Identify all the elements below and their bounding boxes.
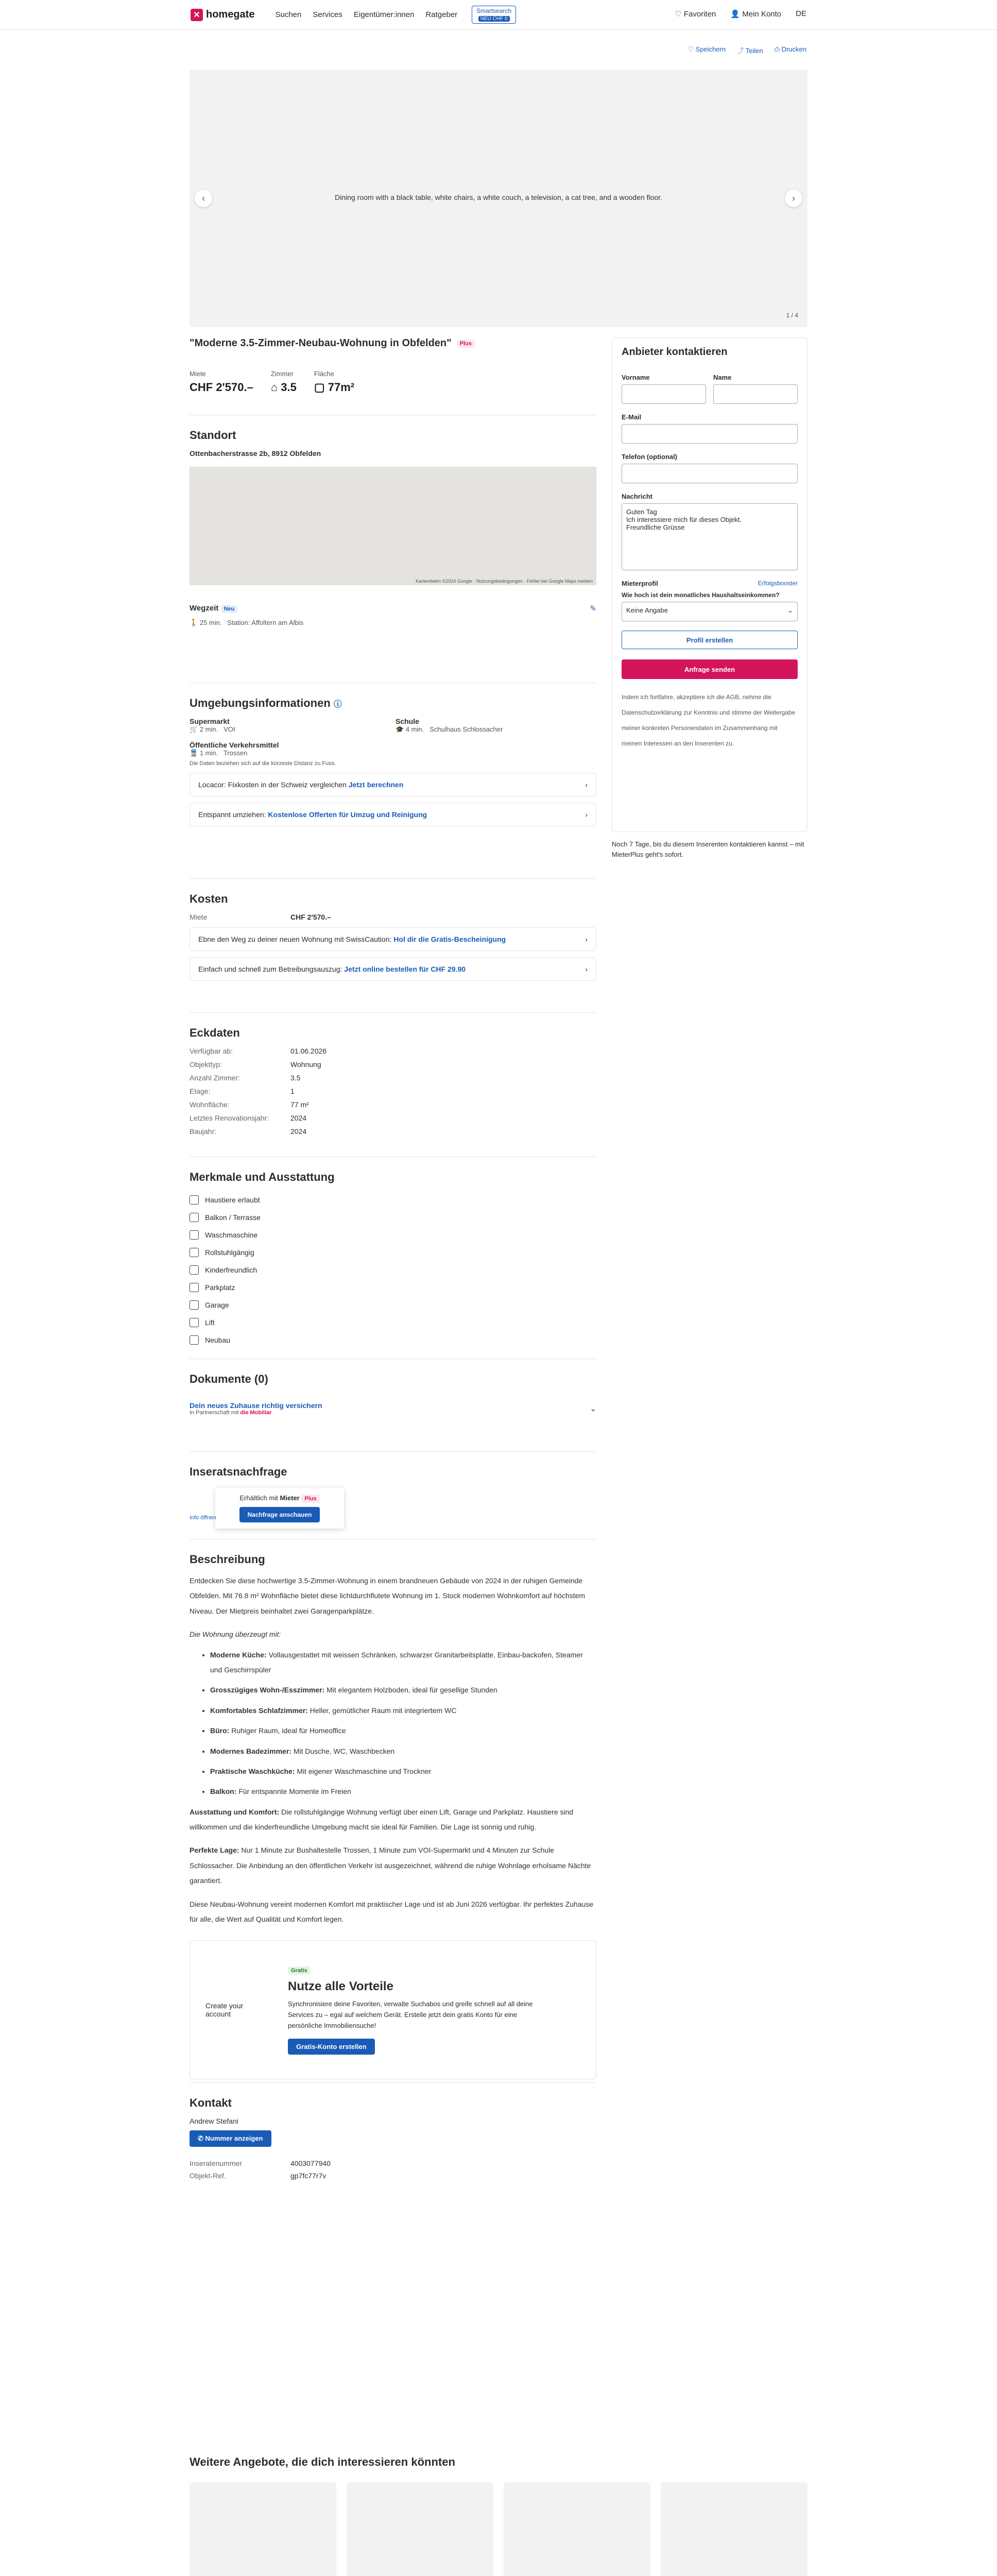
- heart-icon: ♡: [675, 10, 684, 19]
- fact-row: [190, 1114, 596, 1122]
- feature-label: Lift: [205, 1318, 215, 1327]
- location-heading: Standort: [190, 429, 236, 442]
- feature-icon: [190, 1300, 199, 1310]
- chevron-right-icon: ›: [585, 781, 588, 789]
- others-heading: Weitere Angebote, die dich interessieren könnten: [190, 2455, 455, 2468]
- waiting-tip: Noch 7 Tage, bis du diesem Inserenten kontaktieren kannst – mit MieterPlus geht's sofort.: [612, 840, 804, 858]
- item-text: Vollausgestattet mit weissen Schränken, schwarzer Granitarbeitsplatte, Einbau-backofen, Steamer und Geschirrspüler: [210, 1650, 583, 1674]
- chevron-right-icon: ›: [585, 810, 588, 819]
- image-counter: 1 / 4: [786, 312, 798, 319]
- chevron-down-icon: ⌄: [787, 606, 793, 614]
- address: Ottenbacherstrasse 2b, 8912 Obfelden: [190, 449, 321, 457]
- gallery-next-button[interactable]: [785, 190, 802, 207]
- item-title: Büro:: [210, 1726, 230, 1735]
- fact-row: [190, 1047, 596, 1055]
- item-text: Für entspannte Momente im Freien: [238, 1787, 351, 1796]
- other-offers: [190, 2455, 807, 2576]
- fact-label: Wohnfläche:: [190, 1100, 230, 1109]
- offer-card-placeholder[interactable]: [190, 2482, 336, 2576]
- description-list-item: [210, 1744, 596, 1759]
- main-content: "Moderne 3.5-Zimmer-Neubau-Wohnung in Obfelden" Plus Miete CHF 2'570.– Zimmer ⌂ 3.5 Fläche ▢ 77m² Standort Ottenbacherstrasse 2b, 8912 Obfelden Kartendaten ©2024 Google · Nutzungsbedingungen · Fehler bei Google Maps melden Wegzeit Neu 🚶 25 min. Station: Affoltern am Albis ✎ Umgebungsinformationen ⓘ Supermarkt 🛒 2 min. VOI Schule 🎓 4 min. Schulhaus Schlossacher Öffentliche Verkehrsmittel 🚆 1 min. Trossen Die Daten beziehen sich auf die kürzeste Distanz zu Fuss. Locacor: Fixkosten in der Schweiz vergleichen Jetzt berechnen › Entspannt umziehen: Kostenlose Offerten für Umzug und Reinigung › Kosten Miete CHF 2'570.– Ebne den Weg zu deiner neuen Wohnung mit SwissCaution: Hol dir die Gratis-Bescheinigung › Einfach und schnell zum Betreibungsauszug: Jetzt online bestellen für CHF 29.90 › Eckdaten Verfügbar ab: 01.06.2026 Objekttyp: Wohnung Anzahl Zimmer: 3.5 Etage: 1 Wohnfläche: 77 m² Letztes Renovationsjahr: 2024 Baujahr: 2024 Merkmale und Ausstattung Haustiere erlaubt Balkon / Terrasse Waschmaschine Rollstuhlgängig Kinderfreundlich Parkplatz Garage Lift Neubau Dokumente (0) Dein neues Zuhause richtig versichern In Partnerschaft mit die Mobiliar ⌄ Inseratsnachfrage Erhältlich mit Mieter Plus Nachfrage anschauen Info öffnen Beschreibung Entdecken Sie diese hochwertige 3.5-Zimmer-Wohnung in einem brandneuen Gebäude von 2024 in der ruhigen Gemeinde Obfelden. Mit 76.8 m² Wohnfläche bietet diese lichtdurchflutete Wohnung im 1. Stock modernen Wohnkomfort auf höchstem Niveau. Der Mietpreis beinhaltet zwei Garagenparkplätze. Die Wohnung überzeugt mit: • Moderne Küche: Vollausgestattet mit weissen Schränken, schwarzer Granitarbeitsplatte, Einbau-backofen, Steamer und Geschirrspüler • Grosszügiges Wohn-/Esszimmer: Mit elegantem Holzboden, ideal für gesellige Stunden • Komfortables Schlafzimmer: Heller, gemütlicher Raum mit integriertem WC • Büro: Ruhiger Raum, ideal für Homeoffice • Modernes Badezimmer: Mit Dusche, WC, Waschbecken • Praktische Waschküche: Mit eigener Waschmaschine und Trockner • Balkon: Für entspannte Momente im Freien Ausstattung und Komfort: Die rollstuhlgängige Wohnung verfügt über einen Lift, Garage und Parkplatz. Haustiere sind willkommen und die kinderfreundliche Umgebung macht sie ideal für Familien. Die Lage ist sonnig und ruhig. Perfekte Lage: Nur 1 Minute zur Bushaltestelle Trossen, 1 Minute zum VOI-Supermarkt und 4 Minuten zur Schule Schlossacher. Die Anbindung an den öffentlichen Verkehr ist ausgezeichnet, während die ruhige Wohnlage erholsame Nächte garantiert. Diese Neubau-Wohnung vereint modernen Komfort mit praktischer Lage und ist ab Juni 2026 verfügbar. Ihr perfektes Zuhause für alle, die Wert auf Qualität und Komfort legen. Create your account Gratis Nutze alle Vorteile Synchronisiere deine Favoriten, verwalte Suchabos und greife schnell auf all deine Services zu – egal auf welchem Gerät. Erstelle jetzt dein gratis Konto für eine persönliche Immobiliensuche! Gratis-Konto erstellen Kontakt Andrew Stefani ✆ Nummer anzeigen Inseratenummer 4003077940 Objekt-Ref. gp7fc77r7v: [190, 337, 596, 2227]
- school-icon: 🎓: [396, 725, 406, 733]
- locator-card[interactable]: Locacor: Fixkosten in der Schweiz vergleichen Jetzt berechnen ›: [190, 773, 596, 796]
- send-request-button[interactable]: Anfrage senden: [622, 659, 798, 679]
- description-list-item: [210, 1723, 596, 1738]
- fact-value: Wohnung: [290, 1060, 321, 1069]
- homegate-logo[interactable]: ✕ homegate: [191, 9, 254, 21]
- view-inquiry-button[interactable]: Nachfrage anschauen: [239, 1507, 320, 1522]
- fact-value: 3.5: [290, 1074, 301, 1082]
- fact-value: 01.06.2026: [290, 1047, 327, 1055]
- listing-title: "Moderne 3.5-Zimmer-Neubau-Wohnung in Obfelden" Plus: [190, 337, 596, 349]
- chevron-down-icon: ⌄: [590, 1404, 596, 1413]
- account-promo: Create your account Gratis Nutze alle Vorteile Synchronisiere deine Favoriten, verwalte Suchabos und greife schnell auf all deine Services zu – egal auf welchem Gerät. Erstelle jetzt dein gratis Konto für eine persönliche Immobiliensuche! Gratis-Konto erstellen: [190, 1940, 596, 2079]
- smartsearch-button[interactable]: Smartsearch NEU CHF 0: [472, 6, 516, 24]
- feature-label: Waschmaschine: [205, 1231, 258, 1239]
- costs-heading: Kosten: [190, 892, 228, 905]
- documents-heading: Dokumente (0): [190, 1372, 268, 1385]
- first-name-input[interactable]: [622, 384, 706, 404]
- map-attribution: Kartendaten ©2024 Google · Nutzungsbedingungen · Fehler bei Google Maps melden: [416, 579, 593, 584]
- user-icon: 👤: [730, 10, 743, 19]
- location-map[interactable]: [190, 467, 596, 585]
- form-heading: Anbieter kontaktieren: [622, 346, 728, 358]
- item-text: Ruhiger Raum, ideal für Homeoffice: [231, 1726, 346, 1735]
- fact-row: [190, 1060, 596, 1069]
- site-header: [0, 0, 997, 30]
- fact-label: Verfügbar ab:: [190, 1047, 233, 1055]
- fact-label: Etage:: [190, 1087, 211, 1095]
- description-list-item: [210, 1764, 596, 1779]
- description-list-item: [210, 1784, 596, 1799]
- item-text: Mit Dusche, WC, Waschbecken: [293, 1747, 395, 1755]
- chevron-right-icon: ›: [585, 935, 588, 943]
- fact-row: [190, 1087, 596, 1095]
- rooms-key: Zimmer ⌂ 3.5: [270, 370, 297, 394]
- feature-label: Kinderfreundlich: [205, 1266, 257, 1274]
- environment-heading: Umgebungsinformationen ⓘ: [190, 697, 342, 709]
- income-select[interactable]: Keine Angabe ⌄: [622, 602, 798, 621]
- feature-item: [190, 1244, 596, 1261]
- item-title: Grosszügiges Wohn-/Esszimmer:: [210, 1686, 325, 1694]
- item-text: Mit eigener Waschmaschine und Trockner: [297, 1767, 432, 1775]
- info-link[interactable]: Info öffnen: [190, 1515, 216, 1521]
- edit-route-icon[interactable]: ✎: [590, 604, 596, 613]
- feature-label: Garage: [205, 1301, 229, 1309]
- item-text: Heller, gemütlicher Raum mit integriertem WC: [310, 1706, 457, 1715]
- description-list-item: [210, 1648, 596, 1678]
- item-title: Modernes Badezimmer:: [210, 1747, 291, 1755]
- image-caption: Dining room with a black table, white chairs, a white couch, a television, a cat tree, and a wooden floor.: [335, 193, 662, 201]
- item-title: Balkon:: [210, 1787, 237, 1796]
- main-nav: [275, 10, 457, 19]
- train-icon: 🚆: [190, 749, 200, 757]
- offer-card-placeholder[interactable]: [661, 2482, 807, 2576]
- feature-item: [190, 1261, 596, 1279]
- contact-heading: Kontakt: [190, 2096, 232, 2109]
- feature-label: Neubau: [205, 1336, 231, 1344]
- gallery-prev-button[interactable]: [195, 190, 212, 207]
- contact-form: Anbieter kontaktieren Vorname Name E-Mail Telefon (optional) Nachricht Guten Tag Ich interessiere mich für dieses Objekt. Freundliche Grüsse Mieterprofil Erfolgsbooster Wie hoch ist dein monatliches Haushaltseinkommen? Keine Angabe ⌄ Profil erstellen Anfrage senden Indem ich fortfahre, akzeptiere ich die AGB, nehme die Datenschutzerklärung zur Kenntnis und stimme der Weitergabe meiner konkreten Personendaten im Zusammenhang mit meinen Interessen an den Inserenten zu.: [612, 337, 807, 832]
- feature-icon: [190, 1248, 199, 1257]
- new-badge: Neu: [221, 605, 238, 613]
- feature-label: Haustiere erlaubt: [205, 1196, 260, 1204]
- fact-label: Letztes Renovationsjahr:: [190, 1114, 269, 1122]
- legal-text: Indem ich fortfahre, akzeptiere ich die AGB, nehme die Datenschutzerklärung zur Kenntnis und stimme der Weitergabe meiner konkreten Personendaten im Zusammenhang mit meinen Interessen an den Inserenten zu.: [622, 693, 796, 747]
- fact-value: 2024: [290, 1127, 307, 1136]
- nav-services[interactable]: Services: [313, 10, 342, 19]
- language-select[interactable]: DE: [796, 9, 806, 18]
- features-heading: Merkmale und Ausstattung: [190, 1171, 335, 1183]
- rent-key: Miete CHF 2'570.–: [190, 370, 253, 394]
- chevron-right-icon: ›: [585, 965, 588, 973]
- fact-row: [190, 1127, 596, 1136]
- item-title: Moderne Küche:: [210, 1650, 267, 1659]
- plus-badge: Plus: [457, 340, 475, 348]
- create-account-button[interactable]: Gratis-Konto erstellen: [288, 2039, 375, 2055]
- fact-row: [190, 1074, 596, 1082]
- facts-heading: Eckdaten: [190, 1026, 240, 1039]
- nav-ratgeber[interactable]: Ratgeber: [425, 10, 458, 19]
- fact-row: [190, 1100, 596, 1109]
- print-icon: ⎙: [774, 45, 782, 53]
- share-icon: ⤴: [737, 47, 746, 55]
- insurance-accordion[interactable]: Dein neues Zuhause richtig versichern In Partnerschaft mit die Mobiliar ⌄: [190, 1401, 596, 1416]
- feature-label: Balkon / Terrasse: [205, 1213, 261, 1222]
- item-title: Praktische Waschküche:: [210, 1767, 295, 1775]
- moving-card[interactable]: Entspannt umziehen: Kostenlose Offerten für Umzug und Reinigung ›: [190, 803, 596, 826]
- fact-label: Objekttyp:: [190, 1060, 222, 1069]
- last-name-input[interactable]: [713, 384, 798, 404]
- fact-value: 77 m²: [290, 1100, 309, 1109]
- create-profile-button[interactable]: Profil erstellen: [622, 631, 798, 649]
- inquiry-heading: Inseratsnachfrage: [190, 1465, 287, 1478]
- feature-icon: [190, 1283, 199, 1292]
- contact-sidebar: [612, 337, 807, 859]
- logo-icon: ✕: [191, 9, 203, 21]
- image-gallery[interactable]: [190, 70, 807, 327]
- area-icon: ▢: [314, 381, 328, 394]
- swisscaution-card[interactable]: Ebne den Weg zu deiner neuen Wohnung mit SwissCaution: Hol dir die Gratis-Bescheinigung ›: [190, 927, 596, 951]
- favorites-link[interactable]: ♡ Favoriten: [675, 10, 716, 19]
- walk-icon: 🚶: [190, 619, 200, 626]
- feature-icon: [190, 1318, 199, 1327]
- fact-label: Baujahr:: [190, 1127, 217, 1136]
- fact-value: 1: [290, 1087, 295, 1095]
- email-input[interactable]: [622, 424, 798, 444]
- feature-icon: [190, 1230, 199, 1240]
- item-text: Mit elegantem Holzboden, ideal für gesellige Stunden: [326, 1686, 497, 1694]
- feature-icon: [190, 1213, 199, 1222]
- cart-icon: 🛒: [190, 725, 200, 733]
- area-key: Fläche ▢ 77m²: [314, 370, 355, 394]
- item-title: Komfortables Schlafzimmer:: [210, 1706, 308, 1715]
- print-button[interactable]: ⎙ Drucken: [774, 45, 806, 53]
- save-button[interactable]: ♡ Speichern: [687, 45, 726, 53]
- chevron-right-icon: ›: [792, 193, 795, 204]
- phone-input[interactable]: [622, 464, 798, 483]
- account-link[interactable]: 👤 Mein Konto: [730, 10, 782, 19]
- feature-icon: [190, 1335, 199, 1345]
- chevron-left-icon: ‹: [202, 193, 205, 204]
- feature-item: [190, 1226, 596, 1244]
- feature-label: Parkplatz: [205, 1283, 235, 1292]
- fact-value: 2024: [290, 1114, 307, 1122]
- facts-table: [190, 1047, 596, 1136]
- feature-item: [190, 1314, 596, 1331]
- contact-name: Andrew Stefani: [190, 2117, 238, 2125]
- description-list-item: [210, 1683, 596, 1698]
- info-icon[interactable]: ⓘ: [333, 700, 342, 709]
- feature-icon: [190, 1195, 199, 1205]
- description-text: Entdecken Sie diese hochwertige 3.5-Zimmer-Wohnung in einem brandneuen Gebäude von 2024 in der ruhigen Gemeinde Obfelden. Mit 76.8 m² Wohnfläche bietet diese lichtdurchflutete Wohnung im 1. Stock modernen Wohnkomfort auf höchstem Niveau. Der Mietpreis beinhaltet zwei Garagenparkplätze. Die Wohnung überzeugt mit: • Moderne Küche: Vollausgestattet mit weissen Schränken, schwarzer Granitarbeitsplatte, Einbau-backofen, Steamer und Geschirrspüler • Grosszügiges Wohn-/Esszimmer: Mit elegantem Holzboden, ideal für gesellige Stunden • Komfortables Schlafzimmer: Heller, gemütlicher Raum mit integriertem WC • Büro: Ruhiger Raum, ideal für Homeoffice • Modernes Badezimmer: Mit Dusche, WC, Waschbecken • Praktische Waschküche: Mit eigener Waschmaschine und Trockner • Balkon: Für entspannte Momente im Freien Ausstattung und Komfort: Die rollstuhlgängige Wohnung verfügt über einen Lift, Garage und Parkplatz. Haustiere sind willkommen und die kinderfreundliche Umgebung macht sie ideal für Familien. Die Lage ist sonnig und ruhig. Perfekte Lage: Nur 1 Minute zur Bushaltestelle Trossen, 1 Minute zum VOI-Supermarkt und 4 Minuten zur Schule Schlossacher. Die Anbindung an den öffentlichen Verkehr ist ausgezeichnet, während die ruhige Wohnlage erholsame Nächte garantiert. Diese Neubau-Wohnung vereint modernen Komfort mit praktischer Lage und ist ab Juni 2026 verfügbar. Ihr perfektes Zuhause für alle, die Wert auf Qualität und Komfort legen.: [190, 1573, 596, 1927]
- fact-label: Anzahl Zimmer:: [190, 1074, 240, 1082]
- rooms-icon: ⌂: [270, 381, 281, 394]
- feature-item: [190, 1296, 596, 1314]
- share-button[interactable]: ⤴ Teilen: [737, 47, 763, 55]
- feature-item: [190, 1209, 596, 1226]
- offer-card-placeholder[interactable]: [347, 2482, 493, 2576]
- feature-icon: [190, 1265, 199, 1275]
- nav-suchen[interactable]: Suchen: [275, 10, 302, 19]
- features-list: [190, 1191, 596, 1349]
- feature-item: [190, 1279, 596, 1296]
- description-heading: Beschreibung: [190, 1553, 265, 1566]
- route-heading: Wegzeit: [190, 604, 219, 613]
- phone-icon: ✆: [198, 2134, 205, 2142]
- description-list-item: [210, 1703, 596, 1718]
- inquiry-popup: Erhältlich mit Mieter Plus Nachfrage anschauen: [215, 1488, 344, 1529]
- feature-label: Rollstuhlgängig: [205, 1248, 254, 1257]
- feature-item: [190, 1331, 596, 1349]
- betreibung-card[interactable]: Einfach und schnell zum Betreibungsauszug: Jetzt online bestellen für CHF 29.90 ›: [190, 957, 596, 981]
- message-textarea[interactable]: Guten Tag Ich interessiere mich für dieses Objekt. Freundliche Grüsse: [622, 503, 798, 570]
- nav-eigentuemer[interactable]: Eigentümer:innen: [353, 10, 415, 19]
- show-number-button[interactable]: ✆ Nummer anzeigen: [190, 2130, 271, 2147]
- offer-card-placeholder[interactable]: [504, 2482, 650, 2576]
- feature-item: [190, 1191, 596, 1209]
- heart-icon: ♡: [687, 45, 696, 53]
